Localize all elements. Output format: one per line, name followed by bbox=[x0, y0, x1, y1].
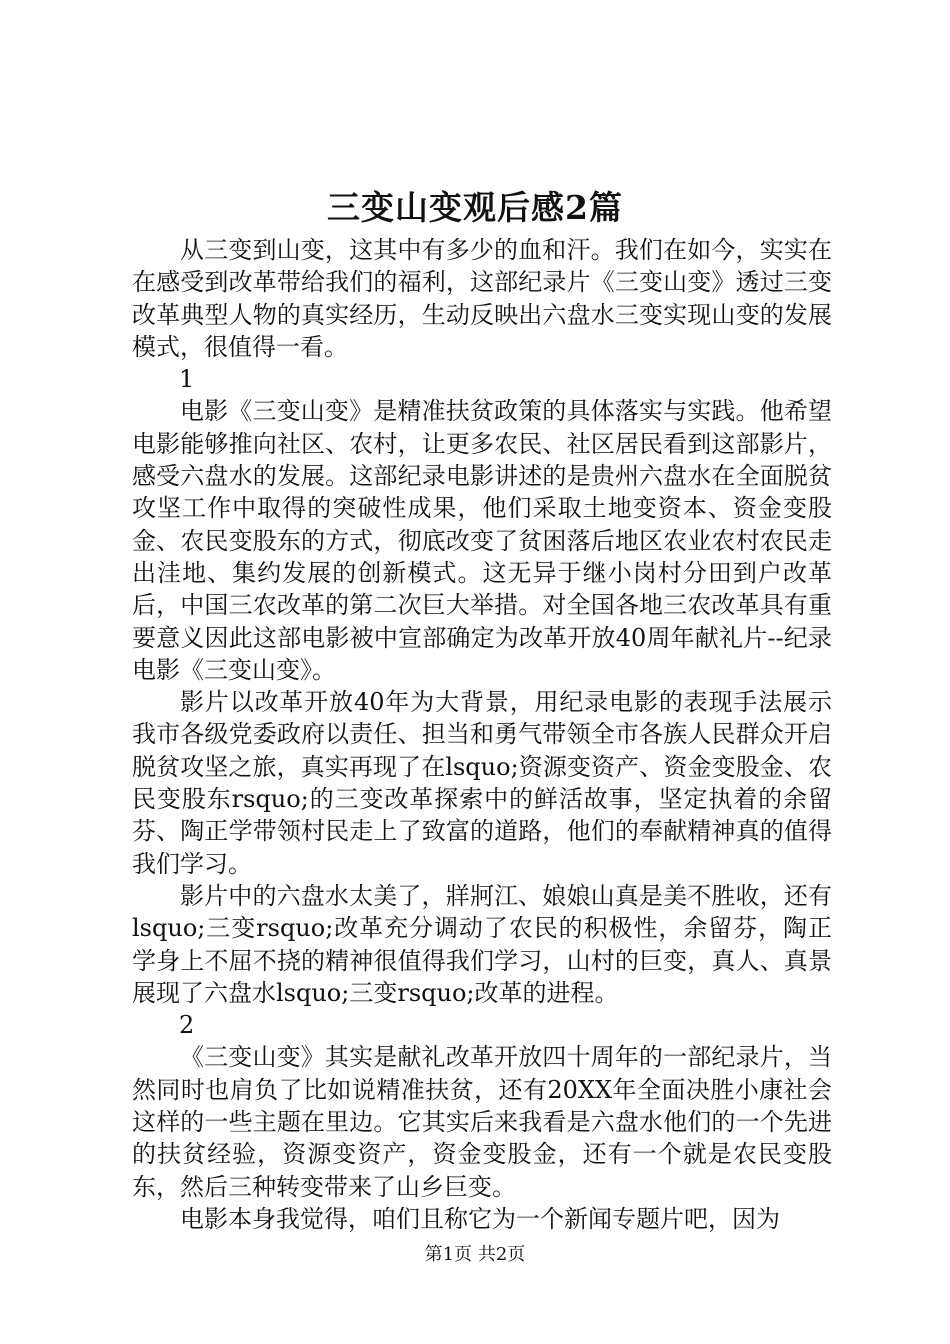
page-footer: 第1页 共2页 bbox=[424, 1244, 526, 1265]
document-title: 三变山变观后感2篇 bbox=[327, 188, 623, 227]
section1-paragraph-3: 影片中的六盘水太美了，牂牁江、娘娘山真是美不胜收，还有lsquo;三变rsquo;改革充分调动了农民的积极性，余留芬，陶正学身上不屈不挠的精神很值得我们学习，山村的巨变，真人、真景展现了六盘水lsquo;三变rsquo;改革的进程。 bbox=[132, 881, 832, 1007]
section2-paragraph-1: 《三变山变》其实是献礼改革开放四十周年的一部纪录片，当然同时也肩负了比如说精准扶贫，还有20XX年全面决胜小康社会这样的一些主题在里边。它其实后来我看是六盘水他们的一个先进的扶贫经验，资源变资产，资金变股金，还有一个就是农民变股东，然后三种转变带来了山乡巨变。 bbox=[132, 1043, 832, 1201]
document-body bbox=[132, 234, 832, 1235]
intro-paragraph: 从三变到山变，这其中有多少的血和汗。我们在如今，实实在在感受到改革带给我们的福利，这部纪录片《三变山变》透过三变改革典型人物的真实经历，生动反映出六盘水三变实现山变的发展模式，很值得一看。 bbox=[132, 236, 832, 361]
section1-paragraph-1: 电影《三变山变》是精准扶贫政策的具体落实与实践。他希望电影能够推向社区、农村，让更多农民、社区居民看到这部影片，感受六盘水的发展。这部纪录电影讲述的是贵州六盘水在全面脱贫攻坚工作中取得的突破性成果，他们采取土地变资本、资金变股金、农民变股东的方式，彻底改变了贫困落后地区农业农村农民走出洼地、集约发展的创新模式。这无异于继小岗村分田到户改革后，中国三农改革的第二次巨大举措。对全国各地三农改革具有重要意义因此这部电影被中宣部确定为改革开放40周年献礼片--纪录电影《三变山变》。 bbox=[132, 397, 832, 684]
section-number-2: 2 bbox=[179, 1011, 195, 1040]
section-number-1: 1 bbox=[179, 365, 195, 394]
section2-paragraph-2: 电影本身我觉得，咱们且称它为一个新闻专题片吧，因为 bbox=[180, 1204, 780, 1233]
section1-paragraph-2: 影片以改革开放40年为大背景，用纪录电影的表现手法展示我市各级党委政府以责任、担当和勇气带领全市各族人民群众开启脱贫攻坚之旅，真实再现了在lsquo;资源变资产、资金变股金、农民变股东rsquo;的三变改革探索中的鲜活故事，坚定执着的余留芬、陶正学带领村民走上了致富的道路，他们的奉献精神真的值得我们学习。 bbox=[132, 688, 832, 878]
